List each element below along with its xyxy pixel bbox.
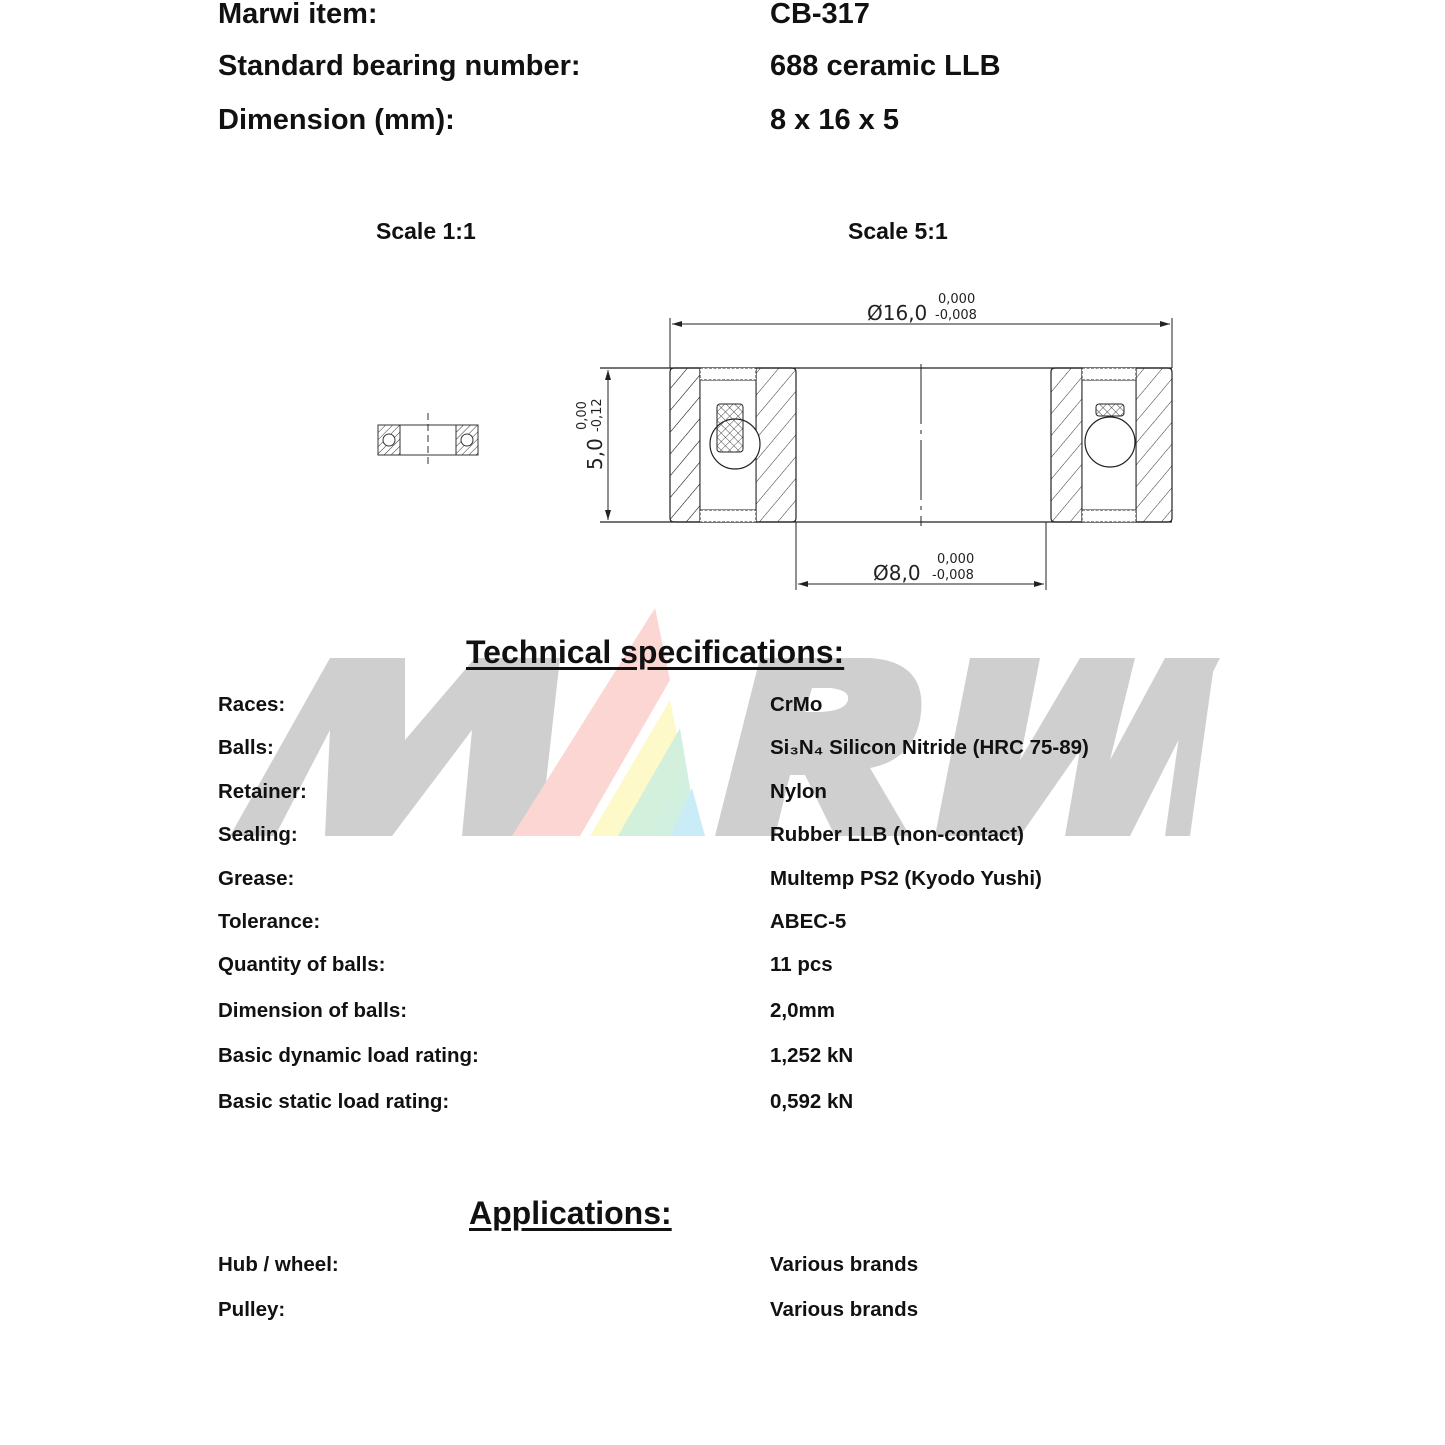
app-value-pulley: Various brands	[770, 1298, 919, 1321]
scale-5-1-label: Scale 5:1	[848, 218, 948, 244]
spec-value-races: CrMo	[770, 693, 823, 716]
spec-label-retainer: Retainer:	[218, 780, 307, 803]
spec-label-dynamic-load: Basic dynamic load rating:	[218, 1044, 479, 1067]
outer-diameter-tol-upper: 0,000	[938, 292, 976, 307]
spec-value-retainer: Nylon	[770, 780, 827, 803]
spec-value-sealing: Rubber LLB (non-contact)	[770, 823, 1024, 846]
scale-1-1-label: Scale 1:1	[376, 218, 476, 244]
bearing-drawing-scale-5-1	[560, 280, 1200, 600]
inner-diameter-tol-lower: -0,008	[932, 568, 974, 583]
outer-diameter-tol-lower: -0,008	[935, 308, 977, 323]
technical-specifications-title: Technical specifications:	[466, 634, 845, 670]
inner-diameter-value: Ø8,0	[873, 561, 921, 585]
spec-value-dimension-of-balls: 2,0mm	[770, 999, 835, 1022]
standard-bearing-number-label: Standard bearing number:	[218, 50, 581, 82]
spec-value-tolerance: ABEC-5	[770, 910, 847, 933]
spec-label-balls: Balls:	[218, 736, 274, 759]
dimension-label: Dimension (mm):	[218, 104, 455, 136]
spec-label-static-load: Basic static load rating:	[218, 1090, 450, 1113]
spec-label-dimension-of-balls: Dimension of balls:	[218, 999, 408, 1022]
spec-label-races: Races:	[218, 693, 286, 716]
inner-diameter-tol-upper: 0,000	[937, 552, 975, 567]
width-value: 5,0	[583, 438, 607, 470]
spec-label-sealing: Sealing:	[218, 823, 298, 846]
spec-value-grease: Multemp PS2 (Kyodo Yushi)	[770, 867, 1042, 890]
bearing-drawing-scale-1-1	[370, 405, 490, 475]
watermark-letter-m	[230, 658, 560, 836]
standard-bearing-number-value: 688 ceramic LLB	[770, 50, 1001, 82]
bearing-right-section	[1051, 368, 1172, 522]
width-tol-lower: -0,12	[590, 398, 605, 432]
dimension-value: 8 x 16 x 5	[770, 104, 899, 136]
app-label-hub-wheel: Hub / wheel:	[218, 1253, 339, 1276]
spec-label-quantity-of-balls: Quantity of balls:	[218, 953, 386, 976]
app-value-hub-wheel: Various brands	[770, 1253, 919, 1276]
app-label-pulley: Pulley:	[218, 1298, 286, 1321]
bearing-left-section	[670, 368, 796, 522]
spec-label-grease: Grease:	[218, 867, 295, 890]
marwi-item-value: CB-317	[770, 0, 870, 30]
width-tol-upper: 0,00	[575, 401, 590, 430]
outer-diameter-value: Ø16,0	[867, 301, 928, 325]
spec-value-static-load: 0,592 kN	[770, 1090, 854, 1113]
applications-title: Applications:	[469, 1195, 672, 1231]
spec-value-dynamic-load: 1,252 kN	[770, 1044, 854, 1067]
spec-value-balls: Si₃N₄ Silicon Nitride (HRC 75-89)	[770, 736, 1089, 759]
marwi-item-label: Marwi item:	[218, 0, 378, 30]
spec-value-quantity-of-balls: 11 pcs	[770, 953, 833, 976]
spec-label-tolerance: Tolerance:	[218, 910, 321, 933]
